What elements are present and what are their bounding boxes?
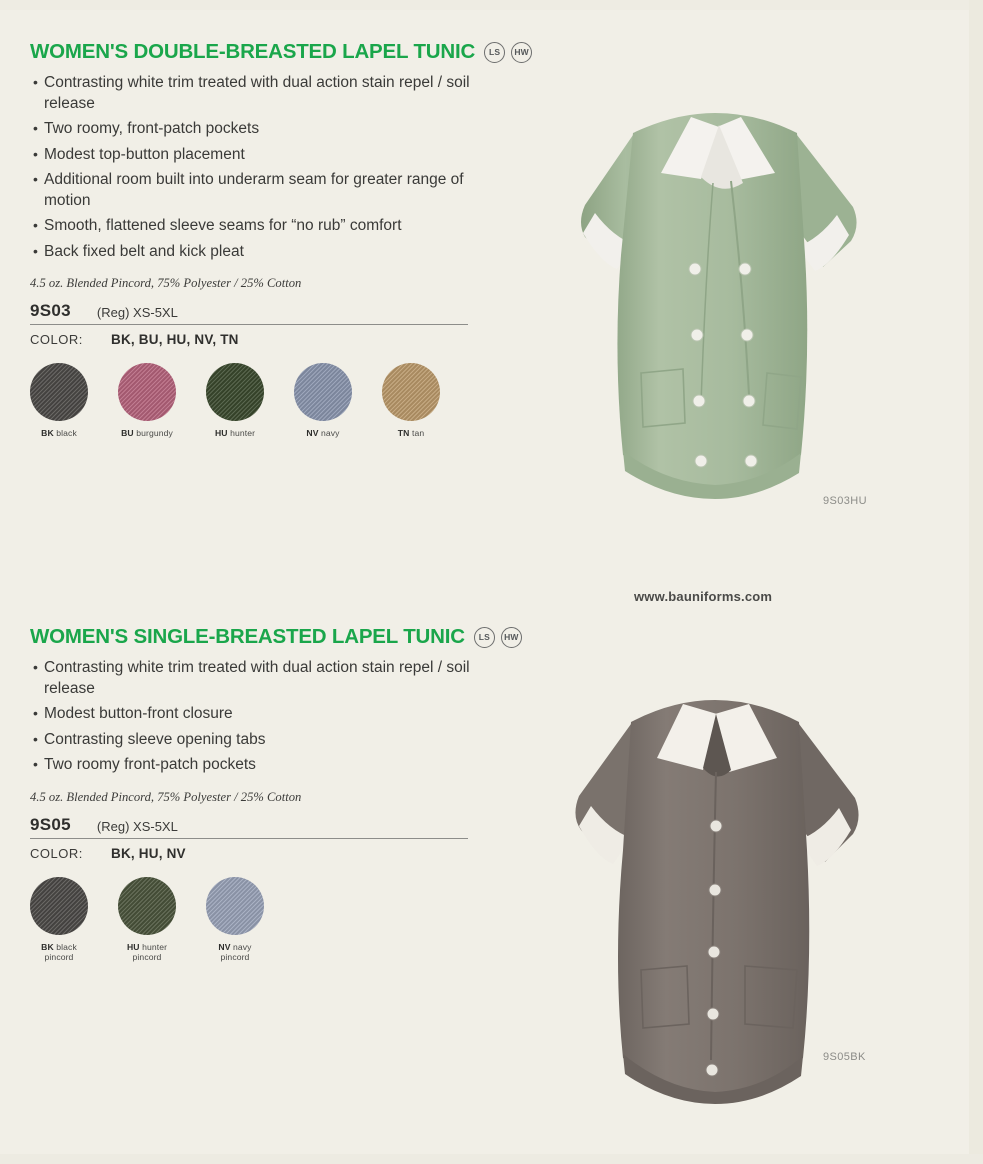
list-item — [33, 73, 500, 114]
color-swatch-nv[interactable] — [294, 363, 352, 421]
swatch-texture — [30, 363, 88, 421]
bullet-icon: • — [33, 705, 38, 721]
color-swatch-bu[interactable] — [118, 363, 176, 421]
image-code-9s05bk: 9S05BK — [823, 1051, 866, 1063]
swatch-list — [0, 877, 500, 962]
swatch-texture — [294, 363, 352, 421]
feature-list — [0, 73, 500, 262]
color-row — [30, 846, 468, 861]
page-right-edge — [969, 0, 983, 1164]
feature-text: Two roomy front-patch pockets — [44, 756, 256, 773]
swatch-name: hunter — [142, 941, 168, 952]
badge-hw-icon: HW — [511, 42, 532, 63]
color-label: COLOR: — [30, 332, 83, 347]
product-image-double-breasted — [505, 55, 925, 515]
page-top-edge — [0, 0, 983, 10]
swatch-name: hunter — [230, 428, 256, 438]
swatch-name: black — [56, 428, 77, 438]
style-number: 9S03 — [30, 301, 71, 320]
badge-ls-icon: LS — [484, 42, 505, 63]
list-item — [33, 755, 500, 776]
swatch-texture — [118, 877, 176, 935]
badge-hw-icon: HW — [501, 627, 522, 648]
product-title-row — [0, 625, 519, 649]
color-label: COLOR: — [30, 845, 83, 861]
color-swatch-hu[interactable] — [206, 363, 264, 421]
swatch-name: burgundy — [136, 428, 173, 438]
swatch-texture — [206, 877, 264, 935]
bullet-icon: • — [33, 74, 38, 90]
swatch-code: TN — [397, 428, 410, 438]
feature-text: Back fixed belt and kick pleat — [44, 242, 244, 260]
page-title: WOMEN'S DOUBLE-BREASTED LAPEL TUNIC — [30, 40, 476, 63]
swatch-texture — [206, 363, 264, 421]
feature-text: Modest top-button placement — [44, 145, 245, 163]
product-title-row — [0, 40, 529, 64]
swatch-texture — [382, 363, 440, 421]
swatch-item[interactable] — [118, 877, 176, 962]
color-swatch-bk[interactable] — [30, 877, 88, 935]
style-row — [30, 815, 468, 839]
product-block-single-breasted — [0, 625, 519, 962]
color-values: BK, BU, HU, NV, TN — [111, 332, 239, 347]
swatch-code: BU — [121, 428, 134, 438]
color-swatch-nv[interactable] — [206, 877, 264, 935]
list-item — [33, 704, 500, 725]
tunic-illustration — [505, 640, 925, 1115]
bullet-icon: • — [33, 242, 38, 259]
swatch-sub: pincord — [220, 951, 250, 962]
color-row — [30, 332, 468, 347]
list-item — [33, 145, 500, 166]
feature-text: Additional room built into underarm seam for greater range of motion — [44, 171, 464, 209]
style-row — [30, 301, 468, 325]
swatch-name: navy — [321, 428, 340, 438]
list-item — [33, 216, 500, 237]
list-item — [33, 242, 500, 263]
badge-ls-icon: LS — [474, 627, 495, 648]
swatch-name: navy — [233, 941, 252, 952]
swatch-code: BK — [41, 941, 54, 952]
fabric-description: 4.5 oz. Blended Pincord, 75% Polyester / 25% Cotton — [30, 789, 302, 804]
swatch-name: black — [56, 941, 77, 952]
swatch-caption — [206, 942, 264, 962]
color-swatch-bk[interactable] — [30, 363, 88, 421]
swatch-texture — [30, 877, 88, 935]
product-image-single-breasted — [505, 640, 925, 1115]
swatch-item[interactable] — [206, 877, 264, 962]
list-item — [33, 658, 500, 699]
bullet-icon: • — [33, 217, 38, 233]
tunic-illustration — [505, 55, 925, 515]
swatch-item[interactable] — [206, 363, 264, 438]
swatch-item[interactable] — [118, 363, 176, 438]
feature-text: Two roomy, front-patch pockets — [44, 120, 260, 137]
color-values: BK, HU, NV — [111, 845, 186, 861]
swatch-caption — [294, 428, 352, 438]
style-number: 9S05 — [30, 814, 71, 834]
swatch-code: NV — [218, 941, 231, 952]
feature-text: Modest button-front closure — [44, 705, 233, 722]
swatch-caption — [382, 428, 440, 438]
style-sizes: (Reg) XS-5XL — [96, 818, 178, 834]
swatch-code: HU — [214, 428, 228, 438]
image-code-9s03hu: 9S03HU — [823, 495, 867, 507]
list-item — [33, 170, 500, 211]
style-sizes: (Reg) XS-5XL — [96, 305, 178, 320]
bullet-icon: • — [33, 730, 38, 747]
fabric-description: 4.5 oz. Blended Pincord, 75% Polyester / 25% Cotton — [30, 276, 302, 290]
swatch-item[interactable] — [382, 363, 440, 438]
swatch-item[interactable] — [294, 363, 352, 438]
swatch-code: NV — [306, 428, 319, 438]
color-swatch-hu[interactable] — [118, 877, 176, 935]
list-item — [33, 119, 500, 140]
swatch-sub: pincord — [132, 951, 162, 962]
page-title: WOMEN'S SINGLE-BREASTED LAPEL TUNIC — [30, 625, 465, 648]
page-bottom-edge — [0, 1154, 983, 1164]
swatch-caption — [118, 942, 176, 962]
color-swatch-tn[interactable] — [382, 363, 440, 421]
swatch-name: tan — [411, 428, 425, 438]
swatch-code: BK — [41, 428, 54, 438]
swatch-caption — [30, 428, 88, 438]
swatch-item[interactable] — [30, 363, 88, 438]
swatch-sub: pincord — [44, 951, 74, 962]
feature-text: Contrasting sleeve opening tabs — [44, 730, 266, 748]
feature-text: Smooth, flattened sleeve seams for “no rub” comfort — [44, 217, 402, 234]
bullet-icon: • — [33, 756, 38, 772]
swatch-caption — [118, 428, 176, 438]
swatch-caption — [206, 428, 264, 438]
swatch-item[interactable] — [30, 877, 88, 962]
bullet-icon: • — [33, 171, 38, 187]
list-item — [33, 730, 500, 751]
feature-list — [0, 658, 500, 776]
product-block-double-breasted — [0, 40, 529, 438]
bullet-icon: • — [33, 120, 38, 136]
feature-text: Contrasting white trim treated with dual action stain repel / soil release — [44, 659, 470, 697]
swatch-list — [0, 363, 500, 438]
swatch-caption — [30, 942, 88, 962]
swatch-code: HU — [126, 941, 140, 952]
feature-text: Contrasting white trim treated with dual action stain repel / soil release — [44, 74, 470, 112]
bullet-icon: • — [33, 145, 38, 162]
website-url: www.bauniforms.com — [634, 589, 773, 604]
bullet-icon: • — [33, 659, 38, 675]
swatch-texture — [118, 363, 176, 421]
